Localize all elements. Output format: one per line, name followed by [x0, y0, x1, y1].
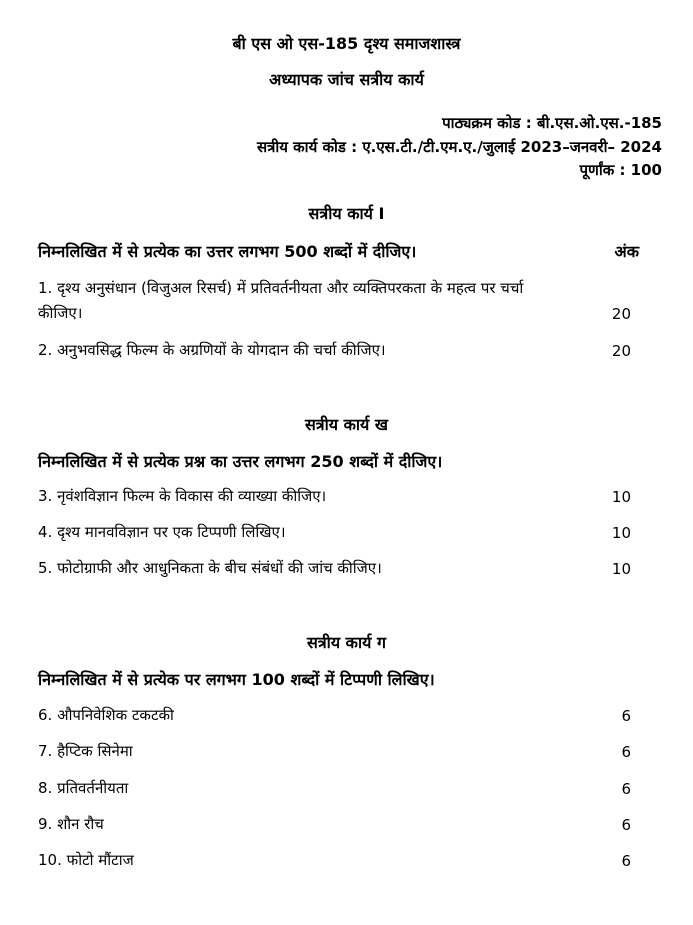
question-text: 1. दृश्य अनुसंधान (विजुअल रिसर्च) में प्रतिवर्तनीयता और व्यक्तिपरकता के महत्व पर चर्चा: [38, 279, 524, 297]
max-marks: पूर्णांक : 100: [579, 161, 662, 179]
section-instruction: निम्नलिखित में से प्रत्येक का उत्तर लगभग 500 शब्दों में दीजिए।: [38, 242, 417, 261]
question-marks: 6: [621, 852, 631, 870]
question-marks: 20: [611, 342, 631, 360]
question-marks: 10: [611, 524, 631, 542]
document-title: बी एस ओ एस-185 दृश्य समाजशास्त्र: [232, 34, 461, 53]
section-instruction: निम्नलिखित में से प्रत्येक पर लगभग 100 शब्दों में टिप्पणी लिखिए।: [38, 670, 435, 689]
assignment-code: सत्रीय कार्य कोड : ए.एस.टी./टी.एम.ए./जुलाई 2023–जनवरी– 2024: [256, 138, 662, 156]
document-subtitle: अध्यापक जांच सत्रीय कार्य: [269, 70, 424, 89]
section-heading: सत्रीय कार्य I: [308, 204, 385, 223]
marks-column-header: अंक: [614, 242, 639, 261]
question-text: 2. अनुभवसिद्ध फिल्म के अग्रणियों के योगदान की चर्चा कीजिए।: [38, 341, 386, 359]
question-marks: 10: [611, 560, 631, 578]
question-text: 10. फोटो मौंटाज: [38, 851, 134, 869]
question-text: 6. औपनिवेशिक टकटकी: [38, 706, 174, 724]
section-instruction: निम्नलिखित में से प्रत्येक प्रश्न का उत्तर लगभग 250 शब्दों में दीजिए।: [38, 452, 443, 471]
question-marks: 6: [621, 780, 631, 798]
question-text: 4. दृश्य मानवविज्ञान पर एक टिप्पणी लिखिए।: [38, 523, 286, 541]
question-marks: 6: [621, 816, 631, 834]
question-text: 5. फोटोग्राफी और आधुनिकता के बीच संबंधों की जांच कीजिए।: [38, 559, 382, 577]
question-marks: 10: [611, 488, 631, 506]
question-marks: 6: [621, 743, 631, 761]
question-text: 8. प्रतिवर्तनीयता: [38, 779, 129, 797]
question-text: 7. हैप्टिक सिनेमा: [38, 742, 133, 760]
question-text-continued: कीजिए।: [38, 304, 83, 322]
section-heading: सत्रीय कार्य ग: [307, 633, 386, 652]
question-text: 3. नृवंशविज्ञान फिल्म के विकास की व्याख्या कीजिए।: [38, 487, 327, 505]
question-text: 9. शौन रौच: [38, 815, 104, 833]
section-heading: सत्रीय कार्य ख: [304, 415, 388, 434]
question-marks: 20: [611, 305, 631, 323]
course-code: पाठ्यक्रम कोड : बी.एस.ओ.एस.-185: [442, 114, 662, 132]
question-marks: 6: [621, 707, 631, 725]
